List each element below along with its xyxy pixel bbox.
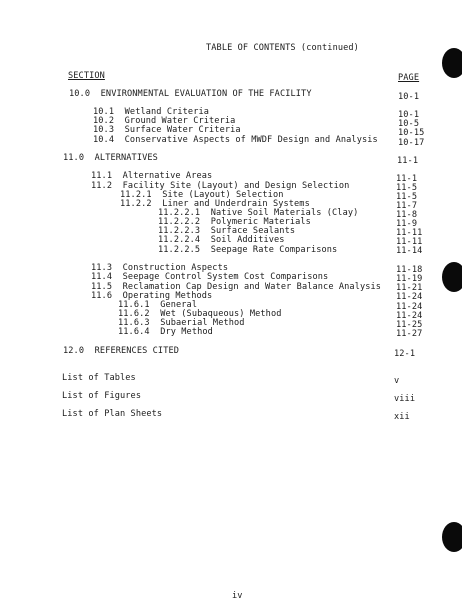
toc-entry: 11.6.4 Dry Method [118,327,213,337]
toc-entry-page: 11-11 [396,228,423,238]
toc-entry-page: 11-7 [396,201,418,211]
toc-entry-page: 11-27 [396,329,423,339]
punch-hole-middle [442,262,462,292]
toc-entry: 11.6.1 General [118,300,198,310]
toc-entry: 10.4 Conservative Aspects of MWDF Design and Analysis [93,135,378,145]
toc-entry-page: viii [394,394,416,404]
toc-entry-page: xii [394,412,410,422]
toc-entry-page: 11-9 [396,219,418,229]
toc-entry-page: 10-5 [398,119,420,129]
toc-entry: 11.6 Operating Methods [91,291,213,301]
toc-entry-page: 10-1 [398,92,420,102]
toc-entry: List of Plan Sheets [62,409,163,419]
toc-entry: List of Tables [62,373,136,383]
toc-entry: 11.2.2.1 Native Soil Materials (Clay) [158,208,359,218]
toc-entry-page: 11-21 [396,283,423,293]
toc-entry: 11.2 Facility Site (Layout) and Design Selection [91,181,350,191]
toc-entry: 11.0 ALTERNATIVES [63,153,158,163]
toc-entry-page: 11-25 [396,320,423,330]
toc-entry: 11.5 Reclamation Cap Design and Water Balance Analysis [91,282,382,292]
toc-entry: 11.2.2.2 Polymeric Materials [158,217,311,227]
toc-entry: 11.6.2 Wet (Subaqueous) Method [118,309,282,319]
toc-entry: 10.0 ENVIRONMENTAL EVALUATION OF THE FACILITY [69,89,312,99]
toc-entry: 10.3 Surface Water Criteria [93,125,241,135]
toc-entry: 11.2.2.5 Seepage Rate Comparisons [158,245,338,255]
toc-entry-page: 11-8 [396,210,418,220]
toc-entry: 11.2.2 Liner and Underdrain Systems [120,199,310,209]
toc-title: TABLE OF CONTENTS (continued) [206,43,359,53]
toc-entry-page: 11-11 [396,237,423,247]
toc-entry-page: 11-18 [396,265,423,275]
punch-hole-bottom [442,522,462,552]
toc-entry-page: 11-19 [396,274,423,284]
punch-hole-top [442,48,462,78]
toc-entry-page: 11-5 [396,183,418,193]
toc-entry-page: 11-24 [396,302,423,312]
toc-entry-page: 11-1 [396,174,418,184]
toc-entry: 11.6.3 Subaerial Method [118,318,245,328]
toc-entry-page: 11-14 [396,246,423,256]
toc-entry: 12.0 REFERENCES CITED [63,346,180,356]
toc-entry: 11.1 Alternative Areas [91,171,213,181]
toc-entry-page: 11-24 [396,292,423,302]
toc-entry: 11.3 Construction Aspects [91,263,229,273]
toc-entry: 10.2 Ground Water Criteria [93,116,236,126]
section-column-header: SECTION [68,71,105,81]
toc-entry-page: 11-24 [396,311,423,321]
page-column-header: PAGE [398,73,420,83]
toc-entry-page: 10-1 [398,110,420,120]
page-number: iv [232,591,243,601]
toc-entry: 11.4 Seepage Control System Cost Comparisons [91,272,329,282]
toc-entry-page: 12-1 [394,349,416,359]
toc-entry-page: 11-1 [397,156,419,166]
toc-entry: 11.2.2.4 Soil Additives [158,235,285,245]
toc-entry-page: 10-17 [398,138,425,148]
toc-entry-page: 10-15 [398,128,425,138]
toc-entry: 10.1 Wetland Criteria [93,107,210,117]
toc-entry-page: v [394,376,400,386]
toc-entry: List of Figures [62,391,142,401]
toc-entry-page: 11-5 [396,192,418,202]
toc-entry: 11.2.2.3 Surface Sealants [158,226,296,236]
toc-entry: 11.2.1 Site (Layout) Selection [120,190,284,200]
